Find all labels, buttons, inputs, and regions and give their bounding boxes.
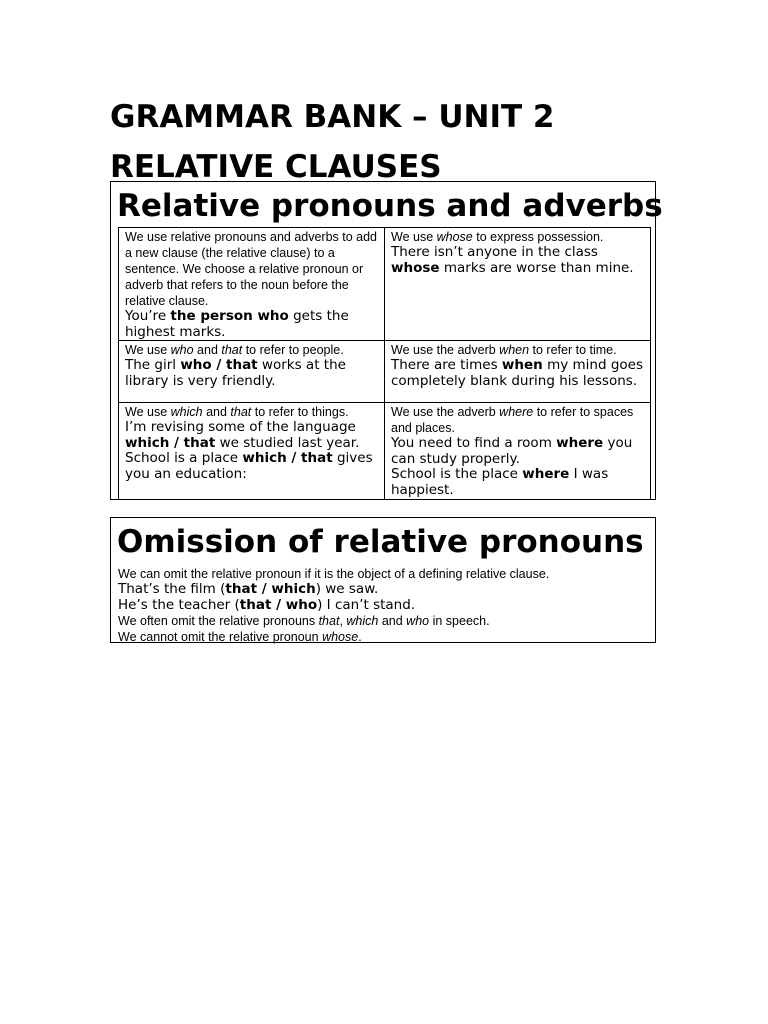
- example-highlight: when: [501, 357, 543, 374]
- relative-pronouns-section: [110, 181, 663, 500]
- title-line-2: RELATIVE CLAUSES: [110, 149, 442, 185]
- rule-part: and: [202, 405, 231, 420]
- example-sentence: [391, 467, 644, 498]
- example-text: There isn’t anyone in the class: [391, 244, 598, 260]
- rule-text: [391, 229, 644, 245]
- rule-text: [125, 342, 378, 358]
- example-highlight: where: [556, 435, 604, 452]
- example-text: marks are worse than mine.: [439, 259, 634, 276]
- example-text: you can study properly.: [391, 435, 633, 467]
- section-heading: Relative pronouns and adverbs: [117, 188, 663, 224]
- table-cell: [385, 341, 651, 403]
- rule-keyword: whose: [322, 630, 359, 645]
- example-highlight: where: [522, 466, 570, 483]
- example-highlight: whose: [391, 259, 440, 276]
- omission-content: [118, 566, 655, 645]
- rule-part: .: [358, 630, 362, 645]
- rule-part: We use: [125, 405, 171, 420]
- example-highlight: that / which: [225, 581, 316, 597]
- example-highlight: which / that: [242, 450, 333, 467]
- example-text: I was happiest.: [391, 466, 609, 498]
- example-text: The girl: [125, 357, 181, 374]
- table-cell: [385, 403, 651, 499]
- rule-text: [118, 613, 655, 629]
- table-cell: [119, 341, 385, 403]
- table-cell: [119, 403, 385, 499]
- title-line-1: GRAMMAR BANK – UNIT 2: [110, 99, 555, 135]
- example-text: my mind goes completely blank during his lessons.: [391, 357, 643, 389]
- example-sentence: [391, 245, 644, 276]
- example-text: works at the library is very friendly.: [125, 357, 346, 389]
- rule-part: and: [378, 614, 407, 629]
- rule-part: We cannot omit the relative pronoun: [118, 630, 323, 645]
- example-sentence: [391, 358, 644, 389]
- rule-keyword: which: [170, 405, 203, 420]
- rule-part: to express possession.: [472, 230, 604, 244]
- example-highlight: that / who: [239, 596, 318, 613]
- example-text: ) I can’t stand.: [317, 596, 416, 613]
- example-highlight: the person who: [170, 308, 289, 324]
- table-cell: [385, 228, 651, 341]
- rule-keyword: when: [499, 343, 530, 358]
- rule-text: [125, 404, 378, 420]
- table-row: [119, 341, 651, 403]
- table-cell: [119, 228, 385, 341]
- table-row: [119, 403, 651, 499]
- rule-part: to refer to things.: [251, 405, 349, 420]
- omission-section: [110, 517, 656, 643]
- example-text: we studied last year.: [215, 434, 360, 451]
- example-highlight: which / that: [125, 434, 216, 451]
- rule-text: [391, 404, 644, 436]
- rule-part: in speech.: [429, 614, 490, 629]
- rule-keyword: that: [230, 405, 252, 420]
- example-text: School is a place: [125, 450, 243, 467]
- rule-part: to refer to people.: [242, 343, 344, 358]
- example-text: That’s the film (: [118, 581, 226, 597]
- example-sentence: [125, 420, 378, 451]
- rule-part: to refer to spaces and places.: [391, 405, 634, 436]
- example-text: School is the place: [391, 466, 523, 483]
- rule-part: and: [193, 343, 222, 358]
- example-text: I’m revising some of the language: [125, 419, 356, 436]
- rule-keyword: whose: [436, 230, 473, 244]
- example-text: You need to find a room: [391, 435, 557, 452]
- rule-part: We use the adverb: [391, 405, 500, 420]
- page-title: [110, 92, 555, 192]
- rule-part: We often omit the relative pronouns: [118, 614, 319, 629]
- table-row: [119, 228, 651, 341]
- example-sentence: [125, 309, 378, 340]
- example-sentence: [118, 582, 655, 598]
- example-sentence: [125, 451, 378, 482]
- rule-text: [391, 342, 644, 358]
- rule-keyword: who: [170, 343, 194, 358]
- example-sentence: [391, 436, 644, 467]
- rule-keyword: who: [406, 614, 430, 629]
- section-heading: Omission of relative pronouns: [117, 524, 644, 560]
- rule-keyword: that: [318, 614, 340, 629]
- example-text: There are times: [391, 357, 502, 374]
- rule-keyword: which: [346, 614, 379, 629]
- rule-part: to refer to time.: [529, 343, 617, 358]
- rule-keyword: where: [499, 405, 534, 420]
- example-text: gives you an education:: [125, 450, 373, 482]
- example-text: You’re: [125, 308, 171, 324]
- example-text: He’s the teacher (: [118, 596, 240, 613]
- rule-keyword: that: [221, 343, 243, 358]
- example-text: ) we saw.: [315, 581, 379, 597]
- example-highlight: who / that: [180, 357, 258, 374]
- rule-part: We use: [391, 230, 437, 244]
- rule-part: ,: [339, 614, 347, 629]
- rule-part: We use the adverb: [391, 343, 500, 358]
- rule-text: We can omit the relative pronoun if it is the object of a defining relative clause.: [118, 567, 550, 581]
- example-text: gets the highest marks.: [125, 308, 349, 340]
- example-sentence: [118, 598, 655, 614]
- example-sentence: [125, 358, 378, 389]
- rule-part: We use: [125, 343, 171, 358]
- rule-text: [118, 629, 655, 645]
- rule-text: We use relative pronouns and adverbs to add a new clause (the relative clause) to a sentence. We choose a relative pronoun or adverb that refers to the noun before the relative clause.: [125, 230, 378, 308]
- relative-pronouns-table: [118, 227, 651, 500]
